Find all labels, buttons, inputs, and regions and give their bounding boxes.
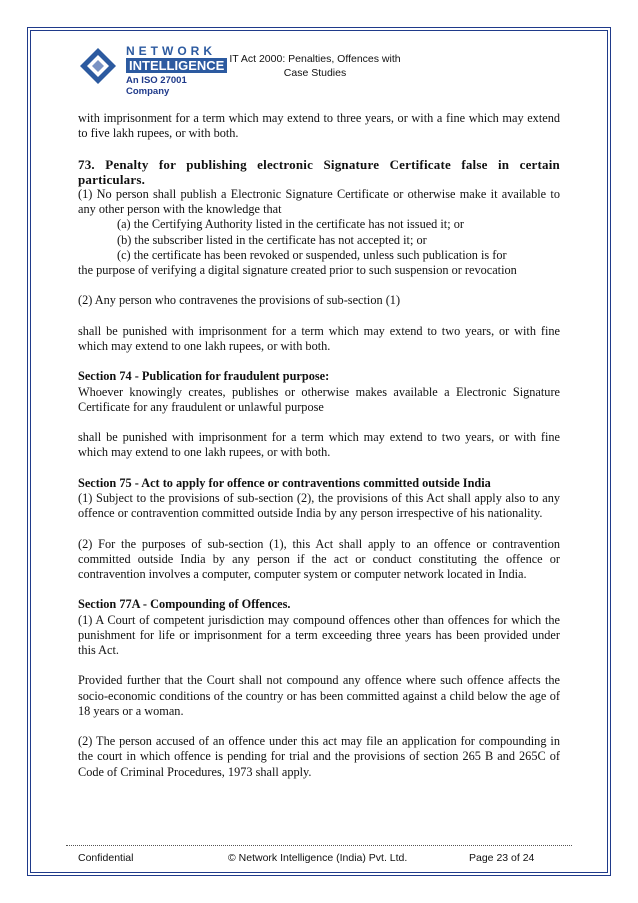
document-title-line1: IT Act 2000: Penalties, Offences with <box>229 53 401 65</box>
section-75-para-1: (1) Subject to the provisions of sub-section (2), the provisions of this Act shall apply also to any offence or contravention committed outside India by any person irrespective of his nationality. <box>78 490 560 521</box>
logo-text-iso: An ISO 27001 Company <box>126 75 187 97</box>
company-logo <box>78 42 225 98</box>
section-77a-heading: Section 77A - Compounding of Offences. <box>78 597 291 612</box>
section-74-para-1: Whoever knowingly creates, publishes or otherwise makes available a Electronic Signature Certificate for any fraudulent or unlawful purpose <box>78 384 560 414</box>
footer-divider <box>66 845 572 846</box>
footer-copyright: © Network Intelligence (India) Pvt. Ltd. <box>228 852 408 864</box>
footer-page-number: Page 23 of 24 <box>469 852 535 864</box>
section-73-heading: 73. Penalty for publishing electronic Signature Certificate false in certain particulars. <box>78 156 560 187</box>
section-77a-para-1: (1) A Court of competent jurisdiction may compound offences other than offences for which the punishment for life or imprisonment for a term exceeding three years has been provided under this Act. <box>78 612 560 657</box>
section-74-punishment: shall be punished with imprisonment for a term which may extend to two years, or with fine which may extend to one lakh rupees, or with both. <box>78 430 560 460</box>
section-77a-para-2: (2) The person accused of an offence under this act may file an application for compounding in the court in which offence is pending for trial and the provisions of section 265 B and 265C of Code of Criminal Procedures, 1973 shall apply. <box>78 734 560 779</box>
section-73-clause-c-cont: the purpose of verifying a digital signature created prior to such suspension or revocation <box>78 263 517 278</box>
section-74-heading: Section 74 - Publication for fraudulent purpose: <box>78 369 330 384</box>
footer-confidential: Confidential <box>78 852 134 864</box>
section-73-para-2: (2) Any person who contravenes the provisions of sub-section (1) <box>78 293 401 308</box>
section-73-punishment: shall be punished with imprisonment for a term which may extend to two years, or with fine which may extend to one lakh rupees, or with both. <box>78 323 560 353</box>
logo-text-intelligence: INTELLIGENCE <box>126 58 227 73</box>
page-header <box>70 40 570 100</box>
section-73-para-1: (1) No person shall publish a Electronic Signature Certificate or otherwise make it available to any other person with the knowledge that <box>78 187 560 217</box>
section-75-para-2: (2) For the purposes of sub-section (1), this Act shall apply to an offence or contravention committed outside India by any person if the act or conduct constituting the offence or contravention involves a computer, computer system or computer network located in India. <box>78 536 560 581</box>
section-73-clause-b: (b) the subscriber listed in the certificate has not accepted it; or <box>117 232 427 247</box>
logo-text-network: NETWORK <box>126 44 216 58</box>
document-title <box>220 52 410 80</box>
continued-paragraph: with imprisonment for a term which may extend to three years, or with a fine which may extend to five lakh rupees, or with both. <box>78 111 560 141</box>
section-73-clause-a: (a) the Certifying Authority listed in the certificate has not issued it; or <box>117 217 464 232</box>
section-75-heading: Section 75 - Act to apply for offence or contraventions committed outside India <box>78 475 491 490</box>
diamond-logo-icon <box>78 46 118 86</box>
section-77a-proviso: Provided further that the Court shall not compound any offence where such offence affects the socio-economic conditions of the country or has been committed against a child below the age of 18 years or a woman. <box>78 673 560 718</box>
section-73-clause-c: (c) the certificate has been revoked or suspended, unless such publication is for <box>117 247 507 262</box>
document-title-line2: Case Studies <box>283 67 347 79</box>
page-body <box>78 111 560 780</box>
